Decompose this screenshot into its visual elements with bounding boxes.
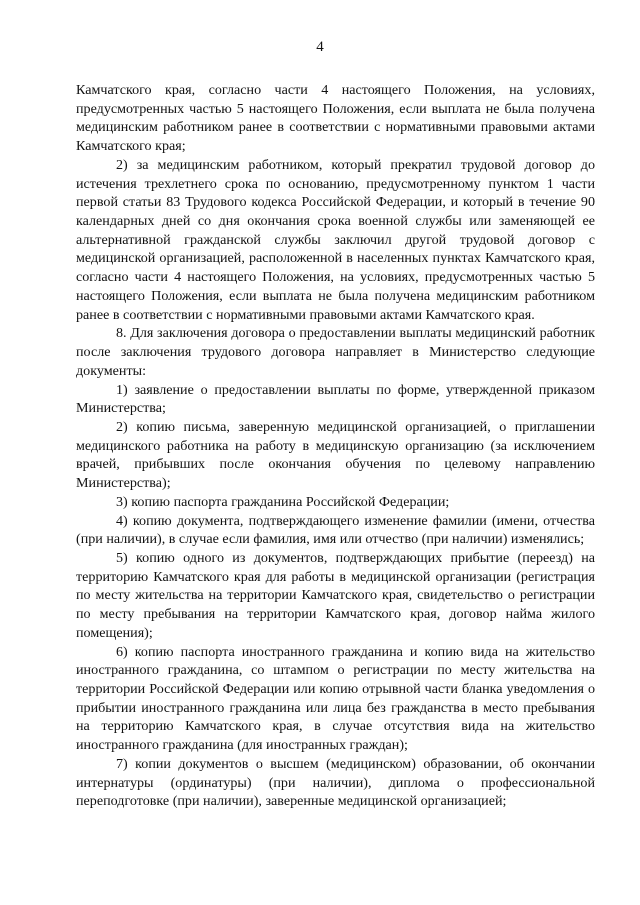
paragraph-doc-6: 6) копию паспорта иностранного гражданина и копию вида на жительство иностранного гражданина, со штампом о регистрации по месту жительства на территории Российской Федерации или копию отрывной части бланка уведомления о прибытии иностранного гражданина или лица без гражданства в место пребывания на территорию Камчатского края, в случае отсутствия вида на жительство иностранного гражданина (для иностранных граждан); xyxy=(76,643,595,754)
paragraph-doc-5: 5) копию одного из документов, подтверждающих прибытие (переезд) на территорию Камчатского края для работы в медицинской организации (регистрация по месту жительства на территории Камчатского края, свидетельство о регистрации по месту пребывания на территории Камчатского края, договор найма жилого помещения); xyxy=(76,549,595,641)
paragraph-continuation: Камчатского края, согласно части 4 настоящего Положения, на условиях, предусмотренных частью 5 настоящего Положения, если выплата не была получена медицинским работником ранее в соответствии с нормативными правовыми актами Камчатского края; xyxy=(76,82,595,155)
paragraph-doc-7: 7) копии документов о высшем (медицинском) образовании, об окончании интернатуры (ординатуры) (при наличии), диплома о профессиональной переподготовке (при наличии), заверенные медицинской организацией; xyxy=(76,755,595,810)
document-body xyxy=(76,81,595,811)
paragraph-doc-1: 1) заявление о предоставлении выплаты по форме, утвержденной приказом Министерства; xyxy=(76,381,595,417)
paragraph-doc-3: 3) копию паспорта гражданина Российской Федерации; xyxy=(116,493,450,510)
paragraph-item-2: 2) за медицинским работником, который прекратил трудовой договор до истечения трехлетнего срока по основанию, предусмотренному пунктом 1 части первой статьи 83 Трудового кодекса Российской Федерации, и который в течение 90 календарных дней со дня окончания срока военной службы или заменяющей ее альтернативной гражданской службы заключил другой трудовой договор с медицинской организацией, расположенной в населенных пунктах Камчатского края, согласно части 4 настоящего Положения, на условиях, предусмотренных частью 5 настоящего Положения, если выплата не была получена медицинским работником ранее в соответствии с нормативными правовыми актами Камчатского края. xyxy=(76,156,595,323)
page-number: 4 xyxy=(316,39,324,55)
paragraph-clause-8: 8. Для заключения договора о предоставлении выплаты медицинский работник после заключения трудового договора направляет в Министерство следующие документы: xyxy=(76,325,595,379)
paragraph-doc-2: 2) копию письма, заверенную медицинской организацией, о приглашении медицинского работника на работу в медицинскую организацию (за исключением врачей, прибывших после окончания обучения по целевому направлению Министерства); xyxy=(76,418,595,492)
paragraph-doc-4: 4) копию документа, подтверждающего изменение фамилии (имени, отчества (при наличии), в случае если фамилия, имя или отчество (при наличии) изменялись; xyxy=(76,512,595,548)
